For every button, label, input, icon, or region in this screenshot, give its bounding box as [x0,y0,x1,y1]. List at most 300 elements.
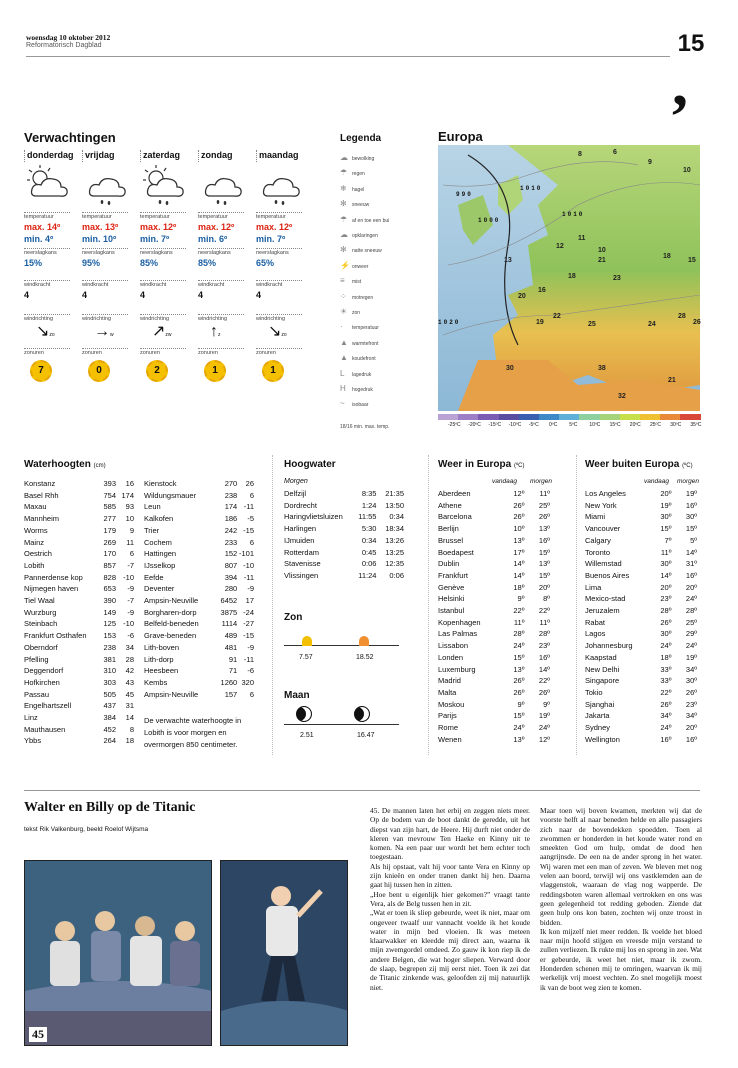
cell: 807 [224,560,238,570]
legend-label: warmtefront [352,340,379,347]
scale-swatch [559,414,579,420]
precip-value: 95% [82,258,101,268]
water-row [24,618,134,630]
cell: 12º [513,489,525,498]
cell: 14º [513,570,525,580]
cell: 26º [513,687,525,697]
cell: 30º [685,512,697,522]
cell: 24º [513,641,525,651]
map-temp: 6 [613,149,617,156]
cell: Lith-dorp [144,654,174,664]
cell: 320 [241,677,254,687]
cell: 10º [513,524,525,534]
min-temp: min. 10º [82,234,117,244]
rain-cloud-icon [82,162,138,210]
winddir-label: windrichting [198,314,244,322]
max-temp: max. 12º [140,222,177,232]
cell: 10 [125,514,134,524]
legend-label: opklaringen [352,233,378,239]
cell: Vlissingen [284,570,319,580]
map-temp: 24 [648,321,656,328]
water-row [24,689,134,701]
cell: Lissabon [438,641,469,651]
water-row [144,537,254,549]
cell: New Delhi [585,664,620,674]
cell: Steinbach [24,619,58,629]
water-row [24,724,134,736]
cell: Lima [585,582,602,592]
header-rule [26,56,670,57]
scale-swatch [620,414,640,420]
wind-direction: zw [165,332,172,338]
forecast-day [198,150,254,382]
comic-panel-2 [220,860,348,1046]
map-temp: 25 [588,321,596,328]
cell: Pfelling [24,654,49,664]
day-name: zondag [198,150,254,162]
legend-item [340,276,361,290]
water-row [144,642,254,654]
cell: Deggendorf [24,666,64,676]
cell: 24º [538,723,550,733]
legend-label: isobaar [352,402,369,409]
europe-weather-header: vandaag morgen [492,478,552,485]
cell: 15º [513,652,525,662]
cell: 238 [103,642,116,652]
page-number: 15 [677,30,705,57]
map-temp: 19 [536,319,544,326]
cell: 18:34 [385,524,405,534]
legend-icon: H [340,384,346,393]
water-row [24,654,134,666]
wind-arrow-icon [210,322,254,342]
wind-arrow-glyph: ↘ [268,323,282,340]
sun-rain-icon [140,162,196,210]
cell: 277 [103,514,116,524]
cell: Wildungsmauer [144,490,197,500]
cell: 43 [125,677,134,687]
moon-horizon [284,724,399,725]
cell: 13:26 [385,535,405,545]
cell: Rabat [585,617,606,627]
cell: -11 [243,502,254,512]
weather-row [585,570,697,582]
map-temp: 21 [668,377,676,384]
world-weather-title: Weer buiten Europa (ºC) [585,459,693,470]
divider [576,455,577,755]
scale-label: 10ºC [589,422,601,428]
legend-item [340,168,365,182]
water-row [24,548,134,560]
cell: Ybbs [24,736,42,746]
wind-arrow-icon [152,322,196,342]
min-temp: min. 7º [140,234,170,244]
cell: 15º [538,547,550,557]
cell: 24º [660,641,672,651]
cell: Trier [144,525,160,535]
cell: 14º [538,664,550,674]
scale-swatch [680,414,700,420]
cell: Grave-beneden [144,631,197,641]
cell: 16º [538,652,550,662]
weather-row [585,652,697,664]
cell: 238 [224,490,238,500]
wind-label: windkracht [256,280,302,288]
map-temp: 32 [618,393,626,400]
legend-icon: ✻ [340,245,347,255]
cell: 91 [228,654,238,664]
temperature-label: temperatuur [24,212,70,220]
cell: 170 [103,549,116,559]
weather-row [438,640,550,652]
cell: IJmuiden [284,535,315,545]
cell: 26º [685,687,697,697]
cell: 11:24 [358,570,377,580]
cell: 25º [538,500,550,510]
cell: 310 [103,666,116,676]
map-isobar-label: 1010 [520,185,543,192]
water-table-2 [144,478,254,700]
legend-label: onweer [352,263,369,270]
legend-label: koudefront [352,356,376,363]
water-row [24,501,134,513]
weather-row [585,640,697,652]
cell: 19º [538,711,550,721]
wind-value: 4 [256,290,262,300]
legend-icon: ❄ [340,183,347,193]
cell: Ampsin-Neuville [144,689,199,699]
precip-value: 65% [256,258,275,268]
divider [272,455,273,755]
cell: 26º [660,617,672,627]
water-row [144,501,254,513]
legend-label: regen [352,171,365,178]
cell: 0:34 [389,512,405,522]
water-row [24,490,134,502]
precip-label: neerslagkans [140,248,186,256]
map-temp: 28 [678,313,686,320]
cell: 13º [538,524,550,534]
map-temp: 12 [556,243,564,250]
cell: 9º [517,594,525,604]
sun-hours-badge: 2 [146,360,168,382]
cell: Heesbeen [144,666,179,676]
cell: 26º [513,676,525,686]
tide-row [284,511,404,523]
cell: 1260 [220,677,238,687]
scale-label: -25ºC [448,422,461,428]
weather-row [585,593,697,605]
legend-item [340,338,378,352]
weather-row [438,617,550,629]
cell: Jakarta [585,711,610,721]
winddir-label: windrichting [24,314,70,322]
tide-row [284,523,404,535]
day-name: vrijdag [82,150,138,162]
cell: 25º [685,617,697,627]
cell: 153 [103,631,116,641]
max-temp: max. 13º [82,222,119,232]
cell: Singapore [585,676,620,686]
water-row [24,537,134,549]
cell: 26 [245,479,254,488]
water-row [144,595,254,607]
legend-item [340,353,376,367]
wind-label: windkracht [198,280,244,288]
cell: Berlijn [438,524,459,534]
tide-title: Hoogwater [284,459,336,470]
cell: -9 [247,642,254,652]
cell: 8 [129,724,134,734]
weather-row [585,523,697,535]
cell: 264 [103,736,116,746]
weather-row [585,500,697,512]
sun-label: zonuren [256,348,302,356]
legend-label: bewolking [352,156,375,162]
cell: 16º [685,570,697,580]
cell: 18 [125,736,134,746]
water-row [24,630,134,642]
legend-icon: ⚡ [340,260,350,270]
cell: 149 [103,607,116,617]
water-row [24,513,134,525]
cell: 22º [538,676,550,686]
cell: 828 [103,572,116,582]
scale-label: 30ºC [670,422,682,428]
tide-row [284,500,404,512]
water-row [144,583,254,595]
water-row [24,735,134,747]
wind-arrow-icon [268,322,312,342]
cell: 14º [685,547,697,557]
precip-value: 85% [140,258,159,268]
cell: 5:30 [361,524,377,534]
cell: 11º [513,617,525,627]
comma-logo: , [672,48,688,119]
map-temp: 26 [693,319,701,326]
cell: Haringvlietsluizen [284,512,343,522]
weather-row [585,488,697,500]
cell: 11:55 [358,512,377,522]
cell: Vancouver [585,524,621,534]
legend-item [340,322,379,336]
cell: 7º [664,535,672,545]
comic-title: Walter en Billy op de Titanic [24,800,196,815]
legend-label: zon [352,310,361,316]
wind-arrow-icon [36,322,80,342]
cell: 0:34 [361,535,377,545]
cell: -9 [127,607,134,617]
wind-value: 4 [140,290,146,300]
cell: 489 [224,631,238,641]
tide-row [284,535,404,547]
cell: 3875 [220,607,238,617]
weather-row [438,628,550,640]
wind-label: windkracht [82,280,128,288]
cell: 26º [513,500,525,510]
map-temp: 15 [688,257,696,264]
sun-cloud-icon [24,162,80,210]
sun-label: zonuren [82,348,128,356]
legend-icon: ☂ [340,214,348,224]
scale-label: 20ºC [629,422,641,428]
moonrise-icon [296,706,312,722]
water-row [24,712,134,724]
scale-label: -5ºC [528,422,539,428]
weather-row [438,699,550,711]
cell: 280 [224,584,238,594]
cell: Tokio [585,687,603,697]
cell: Athene [438,500,462,510]
winddir-label: windrichting [256,314,302,322]
cell: 0:06 [361,559,377,569]
cell: 8:35 [361,489,377,498]
europe-weather-table [438,488,550,745]
water-row [24,583,134,595]
comic-paragraph: „Hoe bent u eigenlijk hier gekomen?” vraagt tante Vera, als de Belg tussen hen in zit. [370,889,530,908]
water-row [24,642,134,654]
tide-row [284,558,404,570]
cell: 9º [543,699,550,709]
cell: -11 [243,654,254,664]
legend-item [340,261,368,275]
cell: 152 [224,549,238,559]
moon-title: Maan [284,690,310,701]
scale-swatch [438,414,458,420]
legend-label: sneeuw [352,202,370,209]
legend-item [340,199,369,213]
day-name: zaterdag [140,150,196,162]
wind-arrow-glyph: → [94,323,110,340]
cell: 23º [660,594,672,604]
cell: Miami [585,512,605,522]
sun-label: zonuren [140,348,186,356]
wind-arrow-glyph: ↘ [36,323,50,340]
weather-row [585,628,697,640]
cell: Engelhartszell [24,701,72,711]
cell: Malta [438,687,457,697]
comic-rule [24,790,700,791]
cell: 6 [249,490,254,500]
cell: Eefde [144,572,164,582]
water-row [144,654,254,666]
cell: 28º [685,606,697,616]
wind-direction: z [218,332,221,338]
weather-row [438,664,550,676]
cell: 14 [125,713,134,723]
water-row [144,572,254,584]
cell: 34º [660,711,672,721]
legend-item [340,153,374,167]
cell: 33º [660,676,672,686]
day-name: maandag [256,150,312,162]
cell: 481 [224,642,238,652]
legend-item [340,369,371,383]
comic-paragraph: „Wat er toen ik sliep gebeurde, weet ik niet, maar om ongeveer twaalf uur vannacht voelde ik het koude water in mijn bed vloeien. Ik was meteen klaarwakker en kleedde mij direct aan, waarna ik mijn zwemgordel omdeed. Zo gauw ik kon riep ik de andere Belgen, die wat hoger sliepen. Verward door de slaap, begrepen zij mij eerst niet. Toen ik zei dat de Titanic zinkende was, geloofden zij mij natuurlijk niet. [370,908,530,992]
sunrise-icon [302,636,312,646]
cell: 45 [125,689,134,699]
weather-row [585,535,697,547]
water-row [144,630,254,642]
cell: Hattingen [144,549,177,559]
cell: Buenos Aires [585,570,630,580]
legend-label: af en toe een bui [352,217,390,224]
cell: 24º [685,594,697,604]
cell: -15 [243,525,254,535]
min-temp: min. 6º [198,234,228,244]
cell: 11º [660,547,672,557]
cell: 31º [685,559,697,569]
legend-label: temperatuur [352,325,379,332]
cell: Passau [24,689,50,699]
cell: Mainz [24,537,45,547]
legend-icon: L [340,368,345,378]
cell: 437 [103,701,116,711]
cell: 34º [685,711,697,721]
forecast-day [24,150,80,382]
cell: 6 [129,549,134,559]
weather-row [585,617,697,629]
legend-icon: ☂ [340,168,348,178]
cell: 20º [660,489,672,498]
map-temp: 23 [613,275,621,282]
cell: 18º [660,652,672,662]
cell: 26º [513,512,525,522]
cell: 16 [125,479,134,488]
cell: Oberndorf [24,642,58,652]
cell: Belfeld-beneden [144,619,199,629]
cell: Mannheim [24,514,60,524]
water-row [144,513,254,525]
cell: Lobith [24,560,45,570]
tide-subtitle: Morgen [284,478,308,485]
sun-hours-badge: 1 [204,360,226,382]
cell: 16º [685,734,697,744]
cell: 16º [685,500,697,510]
cell: -7 [127,596,134,606]
legend-item [340,245,382,259]
cell: 5º [690,535,697,545]
europe-weather-title: Weer in Europa (ºC) [438,459,525,470]
cell: Sydney [585,723,611,733]
water-row [24,572,134,584]
forecast-day [256,150,312,382]
cell: 0:06 [389,570,405,580]
cell: 505 [103,689,116,699]
weather-row [438,605,550,617]
sun-label: zonuren [198,348,244,356]
moonrise-time: 2.51 [300,732,314,739]
cell: 34 [125,642,134,652]
cell: -101 [238,549,254,559]
cell: 18º [513,582,525,592]
min-temp: min. 7º [256,234,286,244]
cell: 0:45 [361,547,377,557]
cell: Konstanz [24,479,56,488]
water-row [144,677,254,689]
weather-row [585,511,697,523]
divider [428,455,429,755]
weather-row [438,734,550,746]
day-name: donderdag [24,150,80,162]
wind-direction: zo [49,332,55,338]
cell: 1:24 [361,500,377,510]
sun-hours-badge: 0 [88,360,110,382]
weather-row [438,687,550,699]
cell: -24 [243,607,254,617]
comic-paragraph: Ik kon mijzelf niet meer redden. Ik voelde het bloed naar mijn hoofd stijgen en vreesde mijn verstand te zullen verliezen. Ik rukte mij los en sprong in zee. Wat er gebeurde, ik weet het niet, maar ik zwom. Honderden schenen mij te omringen, waarvan ik mij werkelijk vrij moest vechten. Zo snel mogelijk moest ik van de boot weg zien te komen. [540,926,702,992]
map-temp: 10 [683,167,691,174]
